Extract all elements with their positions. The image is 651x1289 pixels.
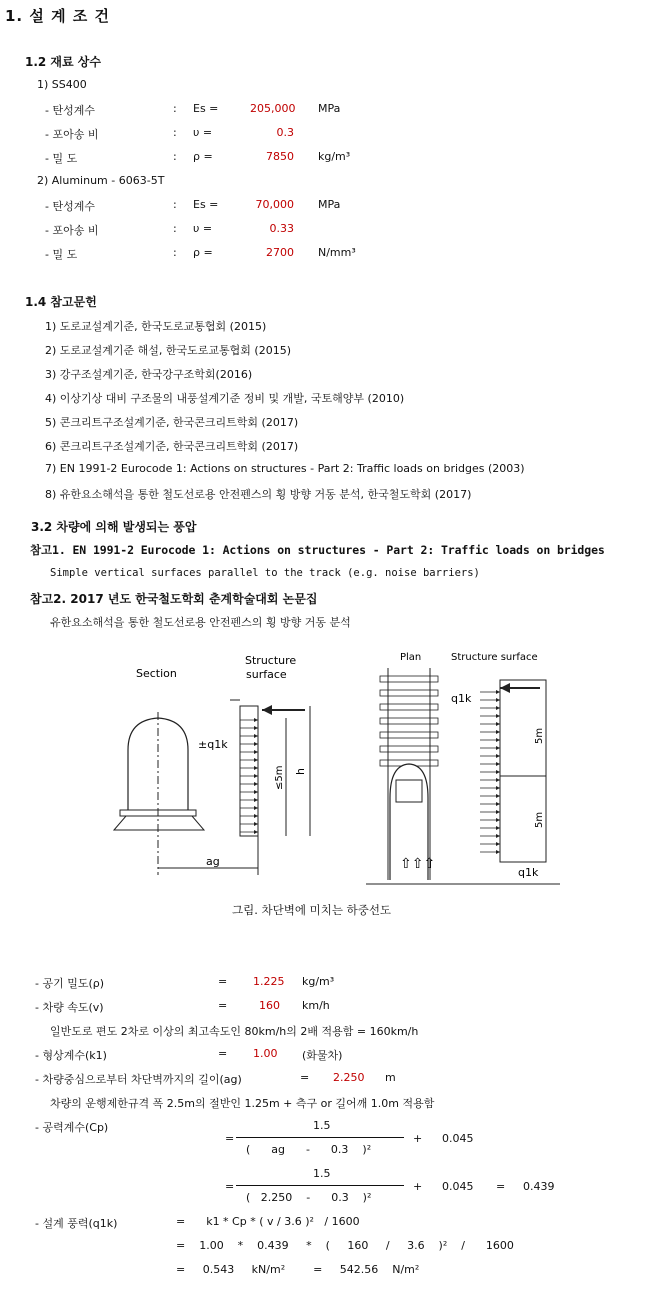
plan-label: Plan xyxy=(400,652,422,663)
property-name: - 밀 도 xyxy=(45,248,78,261)
structure-surface-label-left: Structure xyxy=(245,654,297,667)
section-1-4-heading: 1.4 참고문헌 xyxy=(25,295,97,309)
property-symbol: υ = xyxy=(193,126,213,139)
5m-bottom-label: 5m xyxy=(534,811,545,828)
property-value: 0.33 xyxy=(269,222,294,235)
q1k-bottom-label: q1k xyxy=(518,866,539,879)
property-colon: : xyxy=(173,126,177,139)
property-value: 70,000 xyxy=(255,198,294,211)
cp1-denominator: ( ag - 0.3 )² xyxy=(246,1143,372,1156)
property-symbol: ρ = xyxy=(193,246,213,259)
cp1-eq: = xyxy=(225,1132,235,1145)
ag-label: ag xyxy=(206,855,220,868)
cp2-plus: + xyxy=(413,1180,423,1193)
cp1-plus: + xyxy=(413,1132,423,1145)
cp2-fraction-line xyxy=(236,1185,404,1186)
q-formula-line-2: = 1.00 * 0.439 * ( 160 / 3.6 )² / 1600 xyxy=(176,1239,514,1252)
property-symbol: Es = xyxy=(193,102,219,115)
track-bed xyxy=(114,816,204,830)
property-colon: : xyxy=(173,198,177,211)
property-symbol: ρ = xyxy=(193,150,213,163)
reference-item: 8) 유한요소해석을 통한 철도선로용 안전펜스의 횡 방향 거동 분석, 한국철도학회 (2017) xyxy=(45,488,472,501)
shape-factor-label: - 형상계수(k1) xyxy=(35,1049,107,1062)
air-density-label: - 공기 밀도(ρ) xyxy=(35,977,105,990)
h-label: h xyxy=(294,768,307,775)
cp1-numerator: 1.5 xyxy=(313,1119,331,1132)
reference-item: 5) 콘크리트구조설계기준, 한국콘크리트학회 (2017) xyxy=(45,416,299,429)
property-name: - 포아송 비 xyxy=(45,224,99,237)
property-unit: MPa xyxy=(318,102,341,115)
shape-factor-value: 1.00 xyxy=(253,1047,278,1060)
cp2-denominator: ( 2.250 - 0.3 )² xyxy=(246,1191,372,1204)
reference-1-title: 참고1. EN 1991-2 Eurocode 1: Actions on structures - Part 2: Traffic loads on bridges xyxy=(30,543,605,557)
property-value: 2700 xyxy=(266,246,294,259)
speed-eq: = xyxy=(218,999,228,1012)
speed-label: - 차량 속도(v) xyxy=(35,1001,104,1014)
plan-track-rungs xyxy=(380,676,438,766)
cp1-constant: 0.045 xyxy=(442,1132,474,1145)
ss400-label: 1) SS400 xyxy=(37,78,87,91)
ag-calc-unit: m xyxy=(385,1071,396,1084)
property-unit: MPa xyxy=(318,198,341,211)
train-direction-arrows: ⇧⇧⇧ xyxy=(400,856,436,872)
property-value: 0.3 xyxy=(276,126,294,139)
reference-item: 1) 도로교설계기준, 한국도로교통협회 (2015) xyxy=(45,320,267,333)
property-colon: : xyxy=(173,150,177,163)
property-name: - 포아송 비 xyxy=(45,128,99,141)
ag-calc-eq: = xyxy=(300,1071,310,1084)
pressure-arrows-left xyxy=(240,718,258,834)
section-3-2-heading: 3.2 차량에 의해 발생되는 풍압 xyxy=(31,520,197,534)
reference-2-title: 참고2. 2017 년도 한국철도학회 춘계학술대회 논문집 xyxy=(30,592,318,606)
property-colon: : xyxy=(173,102,177,115)
q-formula-line-1: = k1 * Cp * ( v / 3.6 )² / 1600 xyxy=(176,1215,360,1228)
reference-item: 2) 도로교설계기준 해설, 한국도로교통협회 (2015) xyxy=(45,344,291,357)
q1k-top-label: q1k xyxy=(451,692,472,705)
load-diagram-figure xyxy=(100,640,580,890)
speed-note: 일반도로 편도 2차로 이상의 최고속도인 80km/h의 2배 적용함 = 160km/h xyxy=(50,1025,419,1038)
5m-top-label: 5m xyxy=(534,727,545,744)
reference-item: 4) 이상기상 대비 구조물의 내풍설계기준 정비 및 개발, 국토해양부 (2010) xyxy=(45,392,405,405)
property-unit: kg/m³ xyxy=(318,150,351,163)
speed-value: 160 xyxy=(259,999,280,1012)
property-symbol: υ = xyxy=(193,222,213,235)
speed-unit: km/h xyxy=(302,999,330,1012)
cp2-numerator: 1.5 xyxy=(313,1167,331,1180)
cp2-constant: 0.045 xyxy=(442,1180,474,1193)
structure-surface-label-left-2: surface xyxy=(246,668,287,681)
shape-factor-eq: = xyxy=(218,1047,228,1060)
reference-2-subtitle: 유한요소해석을 통한 철도선로용 안전펜스의 횡 방향 거동 분석 xyxy=(50,616,351,629)
property-colon: : xyxy=(173,246,177,259)
cp2-eq: = xyxy=(225,1180,235,1193)
property-name: - 탄성계수 xyxy=(45,104,95,117)
air-density-value: 1.225 xyxy=(253,975,285,988)
section-label: Section xyxy=(136,667,177,680)
shape-factor-unit: (화물차) xyxy=(302,1049,343,1062)
reference-1-subtitle: Simple vertical surfaces parallel to the track (e.g. noise barriers) xyxy=(50,567,480,579)
figure-caption: 그림. 차단벽에 미치는 하중선도 xyxy=(232,903,392,917)
air-density-unit: kg/m³ xyxy=(302,975,335,988)
property-value: 205,000 xyxy=(250,102,296,115)
q-formula-line-3: = 0.543 kN/m² = 542.56 N/m² xyxy=(176,1263,420,1276)
pm-q1k-label: ±q1k xyxy=(198,738,228,751)
cp1-fraction-line xyxy=(236,1137,404,1138)
cp2-eq2: = xyxy=(496,1180,506,1193)
reference-item: 3) 강구조설계기준, 한국강구조학회(2016) xyxy=(45,368,253,381)
ag-note: 차량의 운행제한규격 폭 2.5m의 절반인 1.25m + 측구 or 길어깨 1.0m 적용함 xyxy=(50,1097,435,1110)
page-title: 1. 설 계 조 건 xyxy=(5,7,110,25)
property-name: - 탄성계수 xyxy=(45,200,95,213)
reference-item: 7) EN 1991-2 Eurocode 1: Actions on structures - Part 2: Traffic loads on bridges (2003) xyxy=(45,462,525,475)
ag-calc-label: - 차량중심으로부터 차단벽까지의 길이(ag) xyxy=(35,1073,242,1086)
aluminum-label: 2) Aluminum - 6063-5T xyxy=(37,174,165,187)
cp-result: 0.439 xyxy=(523,1180,555,1193)
reference-item: 6) 콘크리트구조설계기준, 한국콘크리트학회 (2017) xyxy=(45,440,299,453)
section-1-2-heading: 1.2 재료 상수 xyxy=(25,55,101,69)
design-wind-force-label: - 설계 풍력(q1k) xyxy=(35,1217,118,1230)
property-value: 7850 xyxy=(266,150,294,163)
le5m-label: ≤5m xyxy=(274,765,285,790)
ag-calc-value: 2.250 xyxy=(333,1071,365,1084)
pressure-arrows-right xyxy=(480,690,500,854)
structure-surface-label-right: Structure surface xyxy=(451,652,538,663)
property-symbol: Es = xyxy=(193,198,219,211)
property-unit: N/mm³ xyxy=(318,246,356,259)
cp-label: - 공력계수(Cp) xyxy=(35,1121,109,1134)
air-density-eq: = xyxy=(218,975,228,988)
property-name: - 밀 도 xyxy=(45,152,78,165)
property-colon: : xyxy=(173,222,177,235)
